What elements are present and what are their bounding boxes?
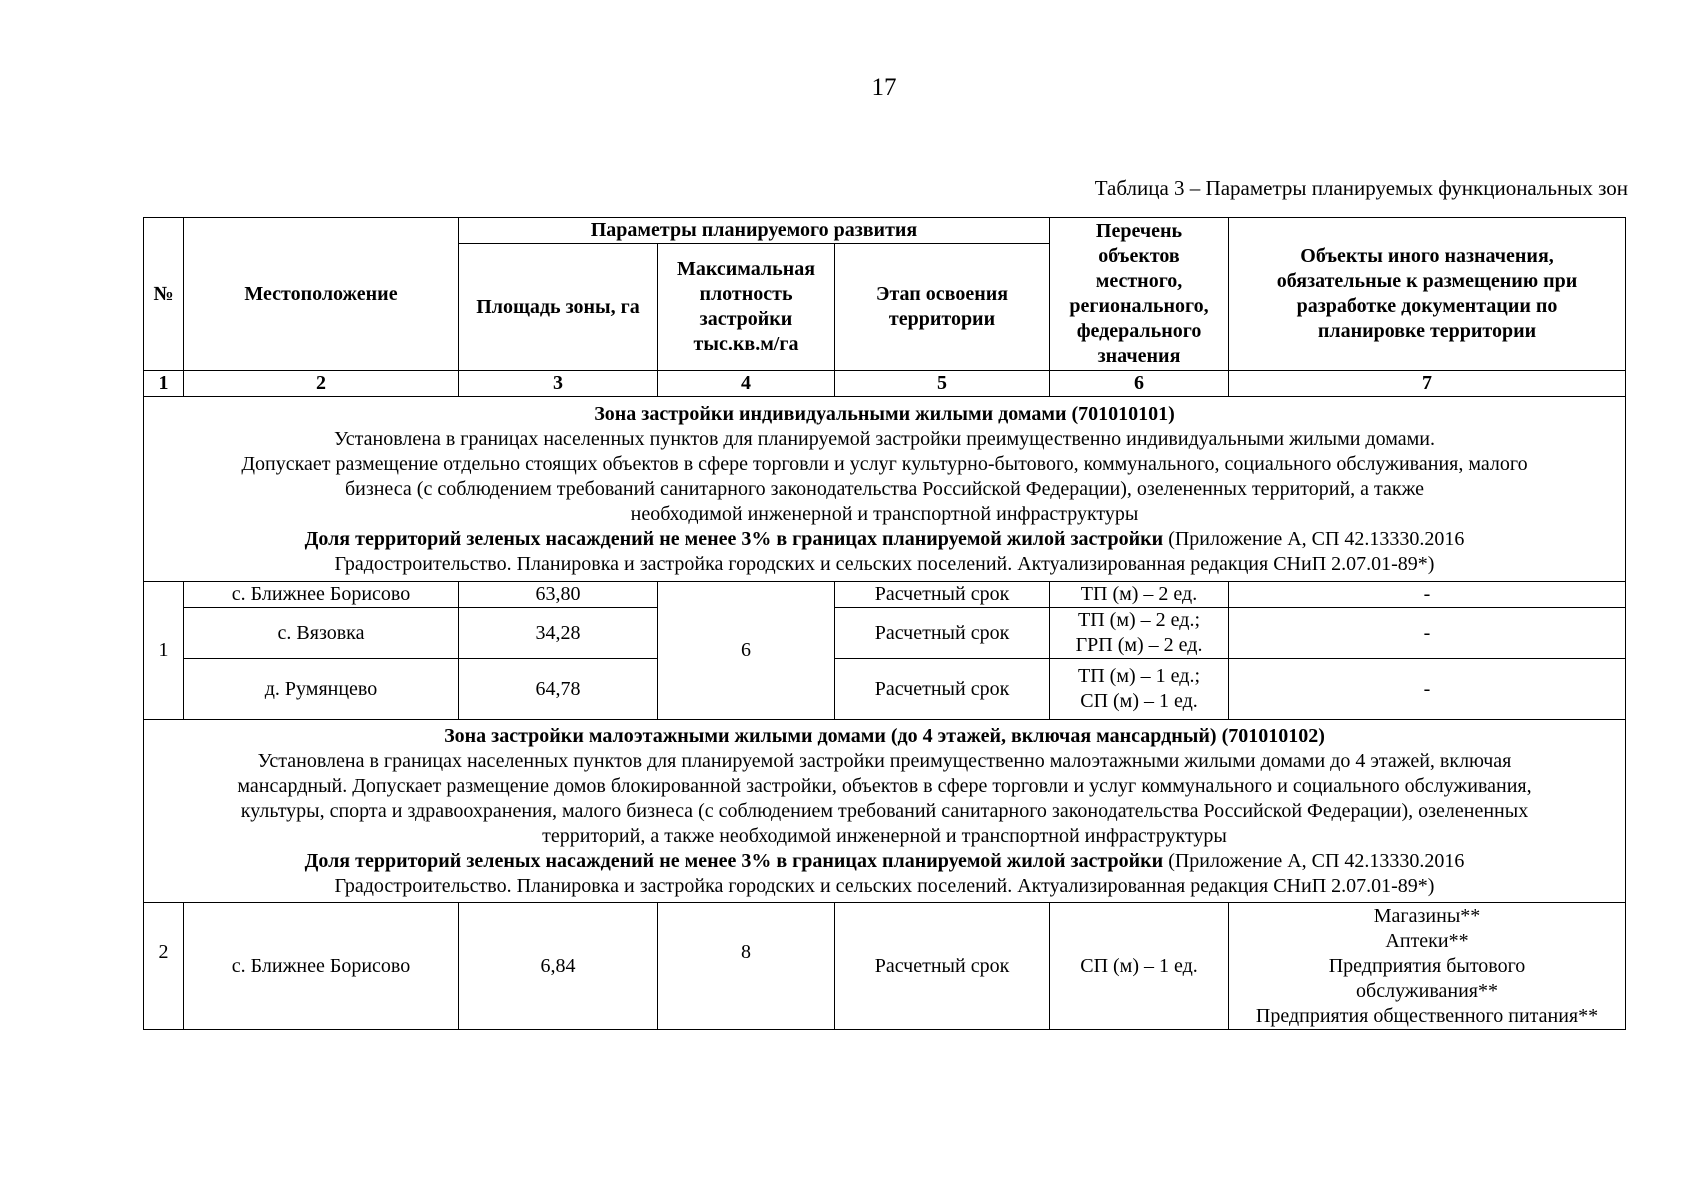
header-stage: Этап освоения территории — [835, 244, 1050, 371]
other-cell: - — [1229, 582, 1626, 608]
zone-2-density: 8 — [658, 903, 835, 1030]
header-area: Площадь зоны, га — [459, 244, 658, 371]
objects-cell: ТП (м) – 1 ед.; СП (м) – 1 ед. — [1050, 659, 1229, 720]
header-row-1 — [144, 218, 1626, 244]
stage-cell: Расчетный срок — [835, 608, 1050, 659]
stage-cell: Расчетный срок — [835, 659, 1050, 720]
header-params-group: Параметры планируемого развития — [459, 218, 1050, 244]
objects-cell: СП (м) – 1 ед. — [1050, 903, 1229, 1030]
column-number: 2 — [184, 371, 459, 397]
zone-1-description-row — [144, 397, 1626, 582]
stage-cell: Расчетный срок — [835, 903, 1050, 1030]
column-number: 3 — [459, 371, 658, 397]
zone-1-density: 6 — [658, 582, 835, 720]
column-number: 6 — [1050, 371, 1229, 397]
zone-1-number: 1 — [144, 582, 184, 720]
header-density: Максимальная плотность застройки тыс.кв.м/га — [658, 244, 835, 371]
objects-cell: ТП (м) – 2 ед. — [1050, 582, 1229, 608]
header-other-objects: Объекты иного назначения, обязательные к размещению при разработке документации по планировке территории — [1229, 218, 1626, 371]
header-objects-list: Перечень объектов местного, регионального, федерального значения — [1050, 218, 1229, 371]
table-row — [144, 903, 1626, 1030]
objects-cell: ТП (м) – 2 ед.; ГРП (м) – 2 ед. — [1050, 608, 1229, 659]
area-cell: 63,80 — [459, 582, 658, 608]
other-cell: Магазины** Аптеки** Предприятия бытового обслуживания** Предприятия общественного питания** — [1229, 903, 1626, 1030]
zone-2-description: Зона застройки малоэтажными жилыми домами (до 4 этажей, включая мансардный) (701010102) Установлена в границах населенных пунктов для планируемой застройки преимущественно малоэтажными жилыми домами до 4 этажей, включая мансардный. Допускает размещение домов блокированной застройки, объектов в сфере торговли и услуг коммунального и социального обслуживания, культуры, спорта и здравоохранения, малого бизнеса (с соблюдением требований санитарного законодательства Российской Федерации), озелененных территорий, а также необходимой инженерной и транспортной инфраструктуры Доля территорий зеленых насаждений не менее 3% в границах планируемой жилой застройки (Приложение А, СП 42.13330.2016 Градостроительство. Планировка и застройка городских и сельских поселений. Актуализированная редакция СНиП 2.07.01-89*) — [144, 720, 1626, 903]
zone-2-number: 2 — [144, 903, 184, 1030]
table-row — [144, 608, 1626, 659]
location-cell: с. Вязовка — [184, 608, 459, 659]
column-number: 7 — [1229, 371, 1626, 397]
column-number: 1 — [144, 371, 184, 397]
column-number: 4 — [658, 371, 835, 397]
zone-1-description: Зона застройки индивидуальными жилыми домами (701010101) Установлена в границах населенных пунктов для планируемой застройки преимущественно индивидуальными жилыми домами. Допускает размещение отдельно стоящих объектов в сфере торговли и услуг культурно-бытового, коммунального, социального обслуживания, малого бизнеса (с соблюдением требований санитарного законодательства Российской Федерации), озелененных территорий, а также необходимой инженерной и транспортной инфраструктуры Доля территорий зеленых насаждений не менее 3% в границах планируемой жилой застройки (Приложение А, СП 42.13330.2016 Градостроительство. Планировка и застройка городских и сельских поселений. Актуализированная редакция СНиП 2.07.01-89*) — [144, 397, 1626, 582]
other-cell: - — [1229, 608, 1626, 659]
zone-1-title: Зона застройки индивидуальными жилыми домами (701010101) — [594, 402, 1175, 425]
location-cell: д. Румянцево — [184, 659, 459, 720]
area-cell: 64,78 — [459, 659, 658, 720]
other-cell: - — [1229, 659, 1626, 720]
header-location: Местоположение — [184, 218, 459, 371]
column-numbers-row — [144, 371, 1626, 397]
table-caption: Таблица 3 – Параметры планируемых функциональных зон — [1094, 176, 1628, 200]
area-cell: 6,84 — [459, 903, 658, 1030]
zone-2-title: Зона застройки малоэтажными жилыми домами (до 4 этажей, включая мансардный) (701010102) — [444, 724, 1325, 747]
zone-2-description-row — [144, 720, 1626, 903]
table-row — [144, 582, 1626, 608]
column-number: 5 — [835, 371, 1050, 397]
location-cell: с. Ближнее Борисово — [184, 903, 459, 1030]
page-number: 17 — [871, 74, 897, 101]
header-no: № — [144, 218, 184, 371]
zones-table — [143, 217, 1626, 1030]
area-cell: 34,28 — [459, 608, 658, 659]
location-cell: с. Ближнее Борисово — [184, 582, 459, 608]
stage-cell: Расчетный срок — [835, 582, 1050, 608]
table-row — [144, 659, 1626, 720]
